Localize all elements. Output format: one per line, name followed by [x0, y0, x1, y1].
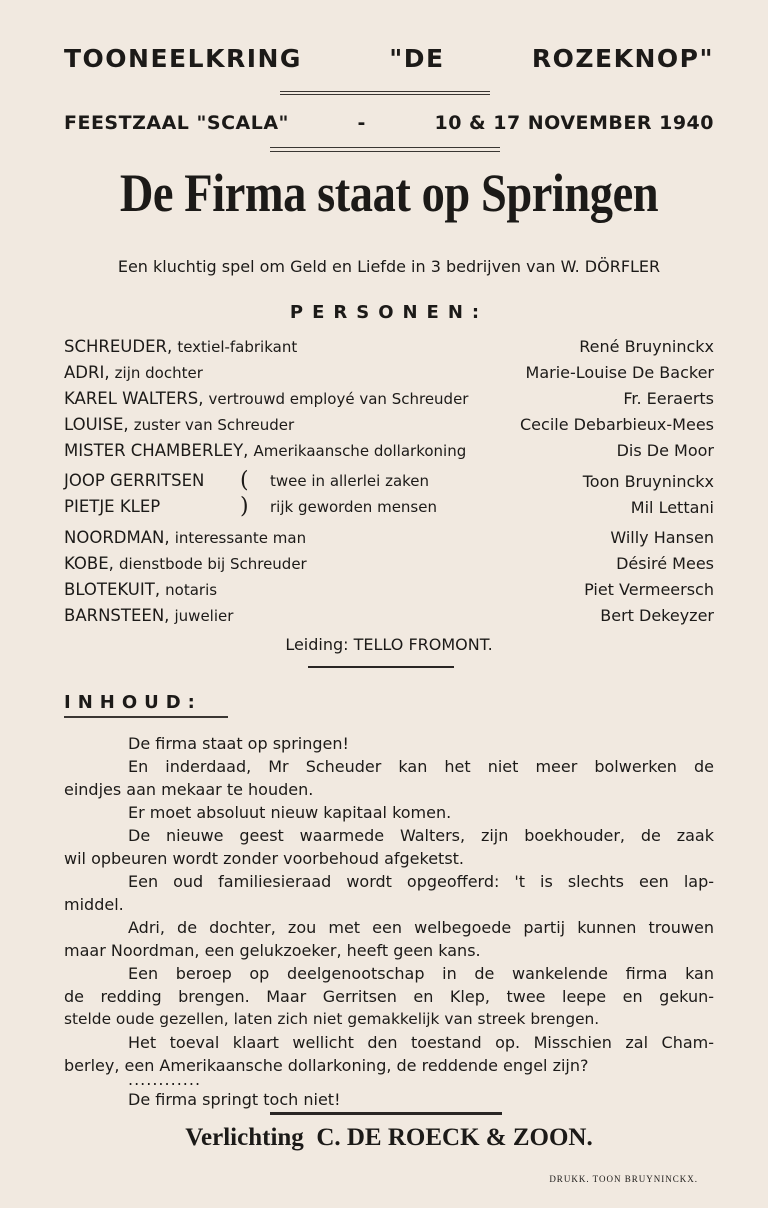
role-name: BLOTEKUIT,: [64, 580, 161, 599]
synopsis-line: Adri, de dochter, zou met een welbegoede partij kunnen trouwen: [128, 918, 714, 937]
role-description: dienstbode bij Schreuder: [119, 555, 307, 573]
role-description: notaris: [165, 581, 218, 599]
divider: [280, 91, 490, 92]
venue: FEESTZAAL "SCALA": [64, 112, 289, 134]
cast-row: [64, 415, 714, 434]
divider: [270, 151, 500, 152]
director-credit: [64, 635, 714, 654]
role-description: vertrouwd employé van Schreuder: [208, 390, 469, 408]
actor-name: Dis De Moor: [616, 441, 714, 460]
synopsis-line: maar Noordman, een gelukzoeker, heeft geen kans.: [64, 941, 481, 960]
venue-dates: [64, 112, 714, 134]
role-description: zuster van Schreuder: [133, 416, 295, 434]
brace-glyph: (: [240, 468, 249, 493]
role-name: NOORDMAN,: [64, 528, 170, 547]
performance-dates: 10 & 17 NOVEMBER 1940: [434, 112, 714, 134]
lighting-company: C. DE ROECK & ZOON.: [316, 1124, 593, 1151]
director-label: Leiding:: [285, 635, 349, 654]
director-name: TELLO FROMONT.: [353, 635, 493, 654]
actor-name: Désiré Mees: [616, 554, 714, 573]
role-name: LOUISE,: [64, 415, 129, 434]
synopsis-heading: INHOUD:: [64, 692, 202, 713]
role-description: rijk geworden mensen: [270, 498, 437, 516]
synopsis-line: wil opbeuren wordt zonder voorbehoud afgeketst.: [64, 849, 465, 868]
actor-name: Fr. Eeraerts: [623, 389, 714, 408]
ellipsis-line: ............: [128, 1070, 202, 1089]
actor-name: Piet Vermeersch: [584, 580, 714, 599]
divider: [308, 666, 454, 668]
brace-glyph: ): [240, 494, 249, 519]
play-title: De Firma staat op Springen: [119, 163, 659, 223]
lighting-credit: [64, 1124, 714, 1152]
synopsis-line: De nieuwe geest waarmede Walters, zijn boekhouder, de zaak: [128, 826, 714, 845]
synopsis-line: middel.: [64, 895, 124, 914]
company-word: ROZEKNOP": [531, 44, 714, 73]
cast-row: [64, 363, 714, 382]
role-description: Amerikaansche dollarkoning: [253, 442, 467, 460]
role-description: textiel-fabrikant: [177, 338, 298, 356]
cast-row: [64, 554, 714, 573]
divider: [280, 94, 490, 95]
synopsis-line: Een oud familiesieraad wordt opgeofferd: 't is slechts een lap-: [128, 872, 714, 891]
role-name: KOBE,: [64, 554, 114, 573]
separator: -: [357, 112, 366, 134]
lighting-label: Verlichting: [185, 1124, 304, 1151]
role-name: SCHREUDER,: [64, 337, 173, 356]
actor-name: Toon Bruyninckx: [582, 472, 714, 491]
synopsis-line: De firma staat op springen!: [128, 734, 349, 753]
role-description: twee in allerlei zaken: [270, 472, 430, 490]
synopsis-line: de redding brengen. Maar Gerritsen en Klep, twee leepe en gekun-: [64, 987, 714, 1006]
company-word: TOONEELKRING: [64, 44, 302, 73]
synopsis-line: Er moet absoluut nieuw kapitaal komen.: [128, 803, 452, 822]
role-name: MISTER CHAMBERLEY,: [64, 441, 249, 460]
company-word: "DE: [389, 44, 445, 73]
actor-name: Cecile Debarbieux-Mees: [520, 415, 714, 434]
divider: [270, 1112, 502, 1115]
actor-name: Willy Hansen: [610, 528, 714, 547]
cast-row: [64, 337, 714, 356]
synopsis-line: stelde oude gezellen, laten zich niet gemakkelijk van streek brengen.: [64, 1010, 600, 1028]
cast-row: [64, 389, 714, 408]
cast-row: [64, 606, 714, 625]
synopsis-line: eindjes aan mekaar te houden.: [64, 780, 314, 799]
cast-row: [64, 580, 714, 599]
cast-row: [64, 528, 714, 547]
synopsis-line: De firma springt toch niet!: [128, 1090, 341, 1109]
heading-underline: [64, 716, 228, 718]
role-description: zijn dochter: [114, 364, 203, 382]
role-name: BARNSTEEN,: [64, 606, 170, 625]
role-name: ADRI,: [64, 363, 110, 382]
role-name: JOOP GERRITSEN: [64, 471, 205, 490]
play-subtitle: Een kluchtig spel om Geld en Liefde in 3 bedrijven van W. DÖRFLER: [117, 257, 661, 276]
divider: [270, 147, 500, 148]
role-name: PIETJE KLEP: [64, 497, 161, 516]
actor-name: Bert Dekeyzer: [600, 606, 714, 625]
actor-name: Mil Lettani: [630, 498, 714, 517]
synopsis-line: Het toeval klaart wellicht den toestand op. Misschien zal Cham-: [128, 1033, 714, 1052]
actor-name: René Bruyninckx: [579, 337, 714, 356]
synopsis-line: Een beroep op deelgenootschap in de wankelende firma kan: [128, 964, 714, 983]
cast-row: [64, 441, 714, 460]
cast-heading: PERSONEN:: [289, 302, 489, 323]
actor-name: Marie-Louise De Backer: [525, 363, 714, 382]
company-name: [64, 44, 714, 73]
role-name: KAREL WALTERS,: [64, 389, 204, 408]
role-description: juwelier: [174, 607, 234, 625]
role-description: interessante man: [174, 529, 307, 547]
synopsis-line: En inderdaad, Mr Scheuder kan het niet meer bolwerken de: [128, 757, 714, 776]
printer-credit: DRUKK. TOON BRUYNINCKX.: [549, 1174, 698, 1184]
synopsis-line: berley, een Amerikaansche dollarkoning, de reddende engel zijn?: [64, 1056, 589, 1075]
